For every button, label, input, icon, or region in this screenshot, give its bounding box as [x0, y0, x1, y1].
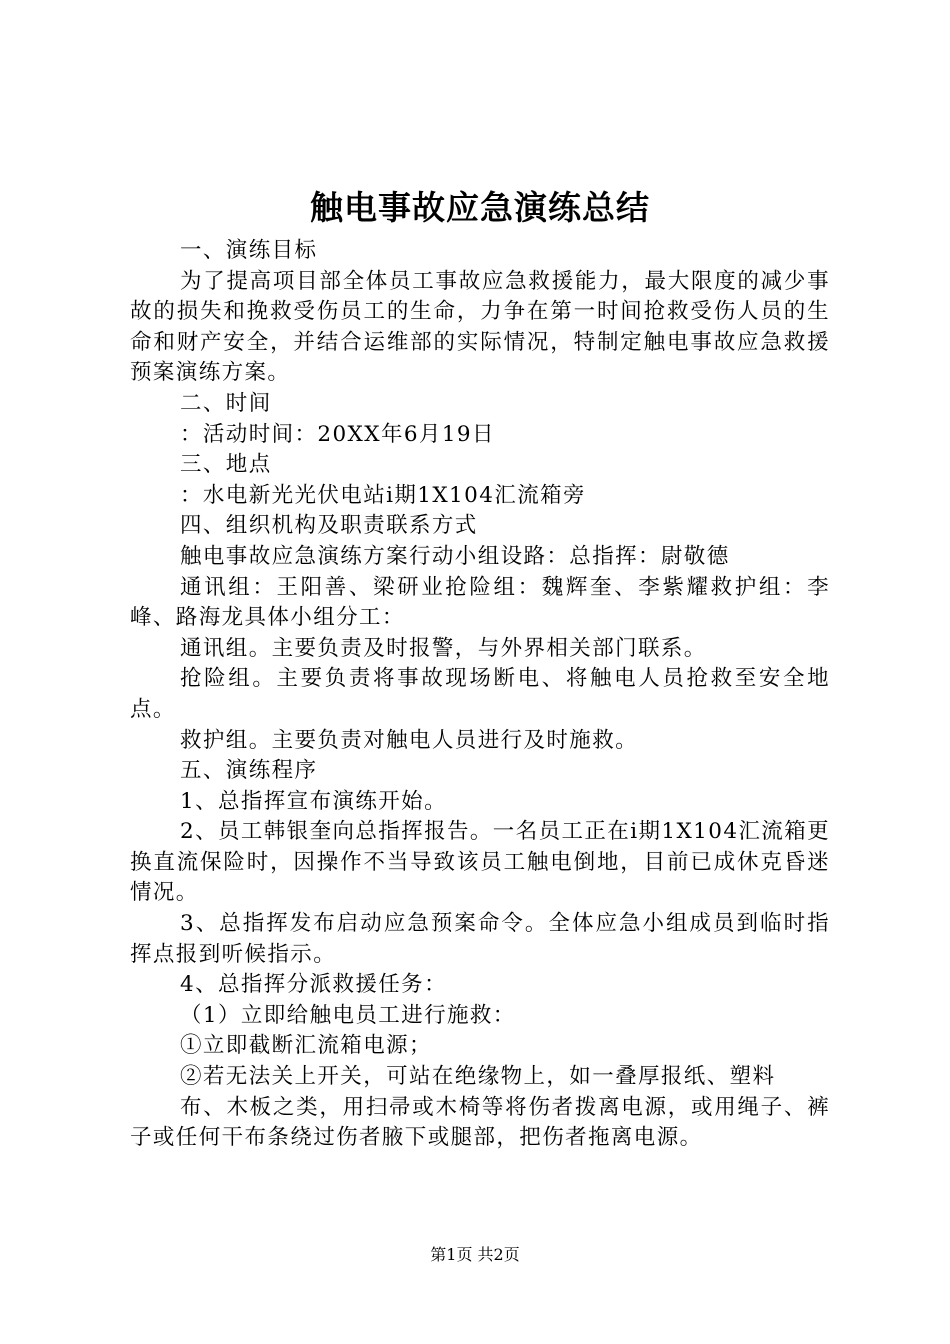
section-heading-time: 二、时间 [180, 390, 272, 416]
paragraph-commander: 触电事故应急演练方案行动小组设路：总指挥：尉敬德 [180, 543, 730, 569]
paragraph-item-1: ①立即截断汇流箱电源； [180, 1033, 432, 1059]
paragraph-location-text: ：水电新光光伏电站i期1X104汇流箱旁 [180, 482, 586, 508]
paragraph-time-text: ：活动时间：20XX年6月19日 [180, 421, 495, 447]
paragraph-step-1: 1、总指挥宣布演练开始。 [180, 788, 447, 814]
document-body [130, 236, 830, 1154]
paragraph-aid-group: 救护组。主要负责对触电人员进行及时施救。 [180, 727, 639, 753]
document-page [130, 180, 830, 1154]
paragraph-substep-1: （1）立即给触电员工进行施救： [180, 1002, 516, 1028]
section-heading-organization: 四、组织机构及职责联系方式 [180, 513, 478, 539]
paragraph-goal-text: 为了提高项目部全体员工事故应急救援能力，最大限度的减少事故的损失和挽救受伤员工的生命，力争在第一时间抢救受伤人员的生命和财产安全，并结合运维部的实际情况，特制定触电事故应急救援预案演练方案。 [130, 268, 830, 386]
section-heading-procedure: 五、演练程序 [180, 758, 318, 784]
paragraph-groups: 通讯组：王阳善、梁研业抢险组：魏辉奎、李紫耀救护组：李峰、路海龙具体小组分工： [130, 574, 830, 631]
page-footer: 第1页 共2页 [430, 1245, 520, 1264]
paragraph-step-2: 2、员工韩银奎向总指挥报告。一名员工正在i期1X104汇流箱更换直流保险时，因操作不当导致该员工触电倒地，目前已成休克昏迷情况。 [130, 819, 830, 906]
paragraph-item-2: ②若无法关上开关，可站在绝缘物上，如一叠厚报纸、塑料 [180, 1064, 776, 1090]
paragraph-step-3: 3、总指挥发布启动应急预案命令。全体应急小组成员到临时指挥点报到听候指示。 [130, 911, 830, 967]
paragraph-comm-group: 通讯组。主要负责及时报警，与外界相关部门联系。 [180, 635, 707, 661]
document-title: 触电事故应急演练总结 [310, 188, 650, 227]
paragraph-rescue-group: 抢险组。主要负责将事故现场断电、将触电人员抢救至安全地点。 [130, 666, 830, 722]
section-heading-location: 三、地点 [180, 452, 272, 478]
paragraph-item-2-cont: 布、木板之类，用扫帚或木椅等将伤者拨离电源，或用绳子、裤子或任何干布条绕过伤者腋下或腿部，把伤者拖离电源。 [130, 1094, 830, 1151]
paragraph-step-4: 4、总指挥分派救援任务： [180, 972, 447, 998]
section-heading-goal: 一、演练目标 [180, 238, 318, 263]
